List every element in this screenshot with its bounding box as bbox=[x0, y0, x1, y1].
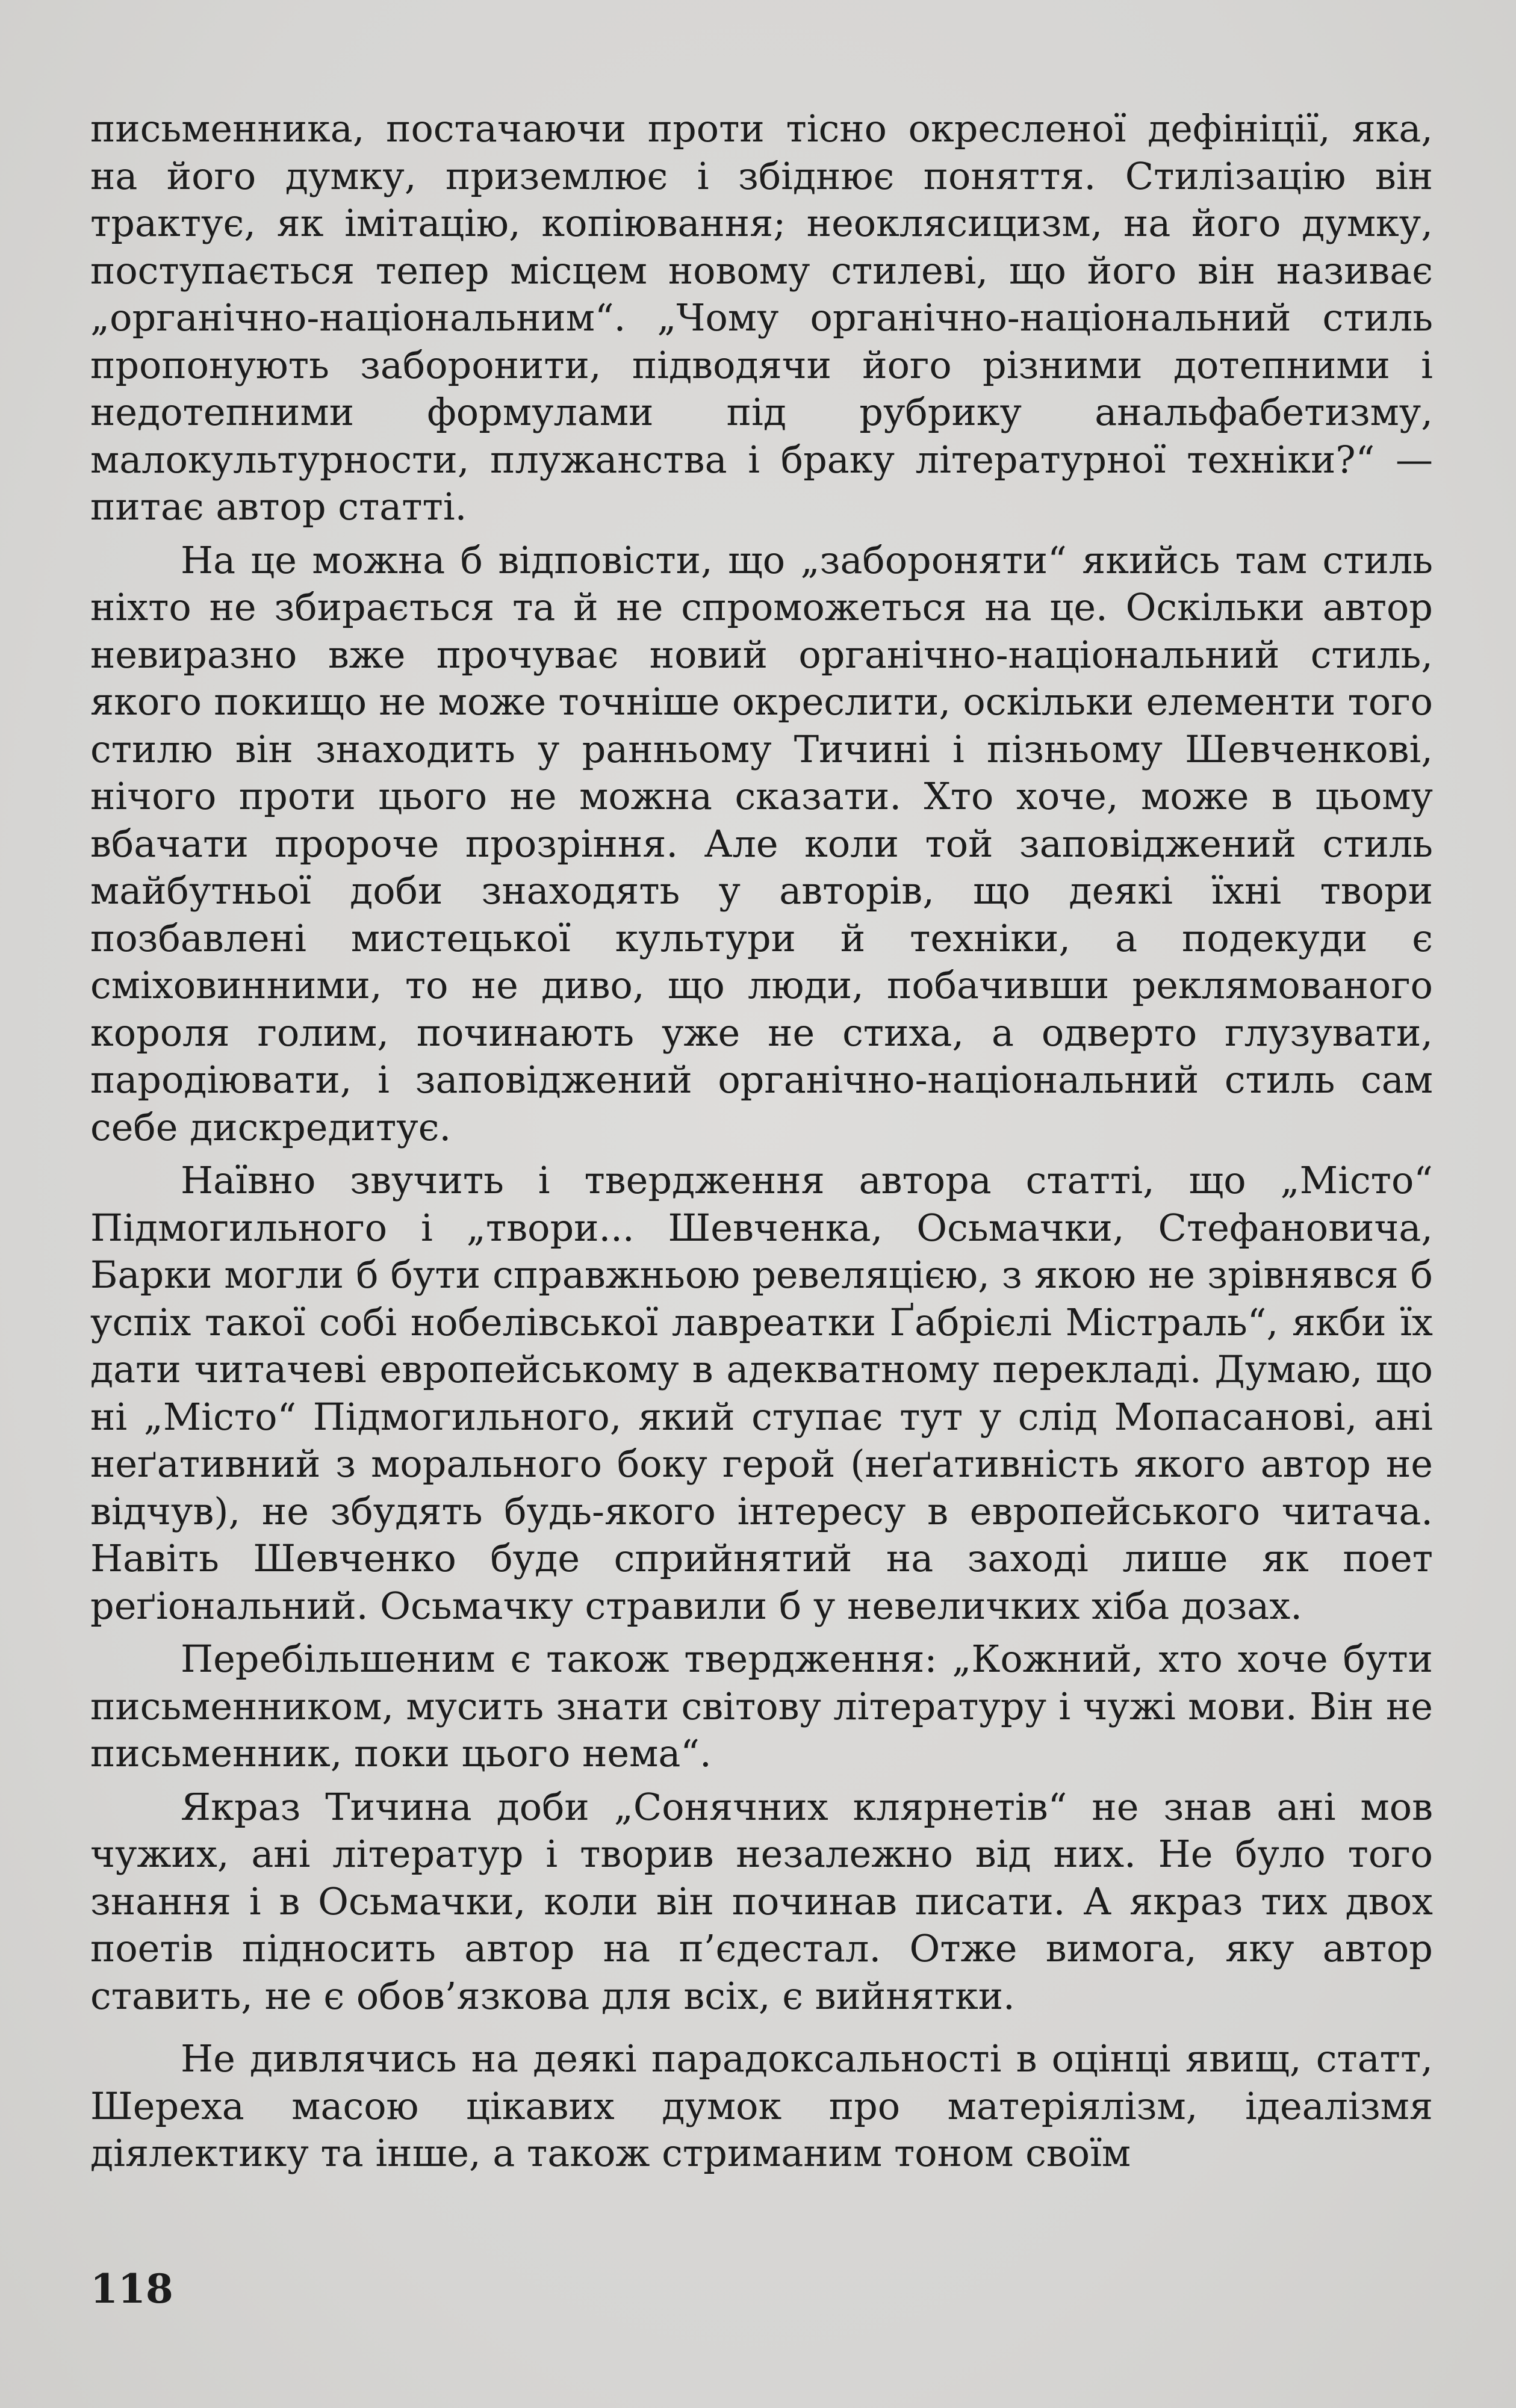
paragraph-4: Перебільшеним є також твердження: „Кожний, хто хоче бути письменником, мусить знати світову літературу і чужі мови. Він не письменник, поки цього нема“. bbox=[90, 1637, 1433, 1775]
body-text bbox=[90, 105, 1433, 2177]
paragraph-1: письменника, постачаючи проти тісно окресленої дефініції, яка, на його думку, приземлює і збіднює поняття. Стилізацію він трактує, як імітацію, копіювання; неоклясицизм, на його думку, поступається тепер місцем новому стилеві, що його він називає „органічно-національним“. „Чому органічно-національний стиль пропонують заборонити, підводячи його різними дотепними і недотепними формулами під рубрику анальфабетизму, малокультурности, плужанства і браку літературної техніки?“ — питає автор статті. bbox=[90, 107, 1433, 529]
page-number: 118 bbox=[90, 2265, 173, 2312]
paragraph-2: На це можна б відповісти, що „забороняти“ якийсь там стиль ніхто не збирається та й не спроможеться на це. Оскільки автор невиразно вже прочуває новий органічно-національний стиль, якого покищо не може точніше окреслити, оскільки елементи того стилю він знаходить у ранньому Тичині і пізньому Шевченкові, нічого проти цього не можна сказати. Хто хоче, може в цьому вбачати пророче прозріння. Але коли той заповіджений стиль майбутньої доби знаходять у авторів, що деякі їхні твори позбавлені мистецької культури й техніки, а подекуди є сміховинними, то не диво, що люди, побачивши реклямованого короля голим, починають уже не стиха, а одверто глузувати, пародіювати, і заповіджений органічно-національний стиль сам себе дискредитує. bbox=[90, 538, 1433, 1149]
paragraph-5: Якраз Тичина доби „Сонячних клярнетів“ не знав ані мов чужих, ані літератур і творив незалежно від них. Не було того знання і в Осьмачки, коли він починав писати. А якраз тих двох поетів підносить автор на п’єдестал. Отже вимога, яку автор ставить, не є обов’язкова для всіх, є вийнятки. bbox=[90, 1784, 1433, 2018]
paragraph-6: Не дивлячись на деякі парадоксальності в оцінці явищ, статт, Шереха масою цікавих думок про матеріялізм, ідеалізмя діялектику та інше, а також стриманим тоном своїм bbox=[90, 2037, 1433, 2175]
paragraph-3: Наївно звучить і твердження автора статті, що „Місто“ Підмогильного і „твори... Шевченка, Осьмачки, Стефановича, Барки могли б бути справжньою ревеляцією, з якою не зрівнявся б успіх такої собі нобелівської лавреатки Ґабрієлі Містраль“, якби їх дати читачеві европейському в адекватному перекладі. Думаю, що ні „Місто“ Підмогильного, який ступає тут у слід Мопасанові, ані неґативний з морального боку герой (неґативність якого автор не відчув), не збудять будь-якого інтересу в европейського читача. Навіть Шевченко буде сприйнятий на заході лише як поет реґіональний. Осьмачку стравили б у невеличких хіба дозах. bbox=[90, 1158, 1433, 1628]
